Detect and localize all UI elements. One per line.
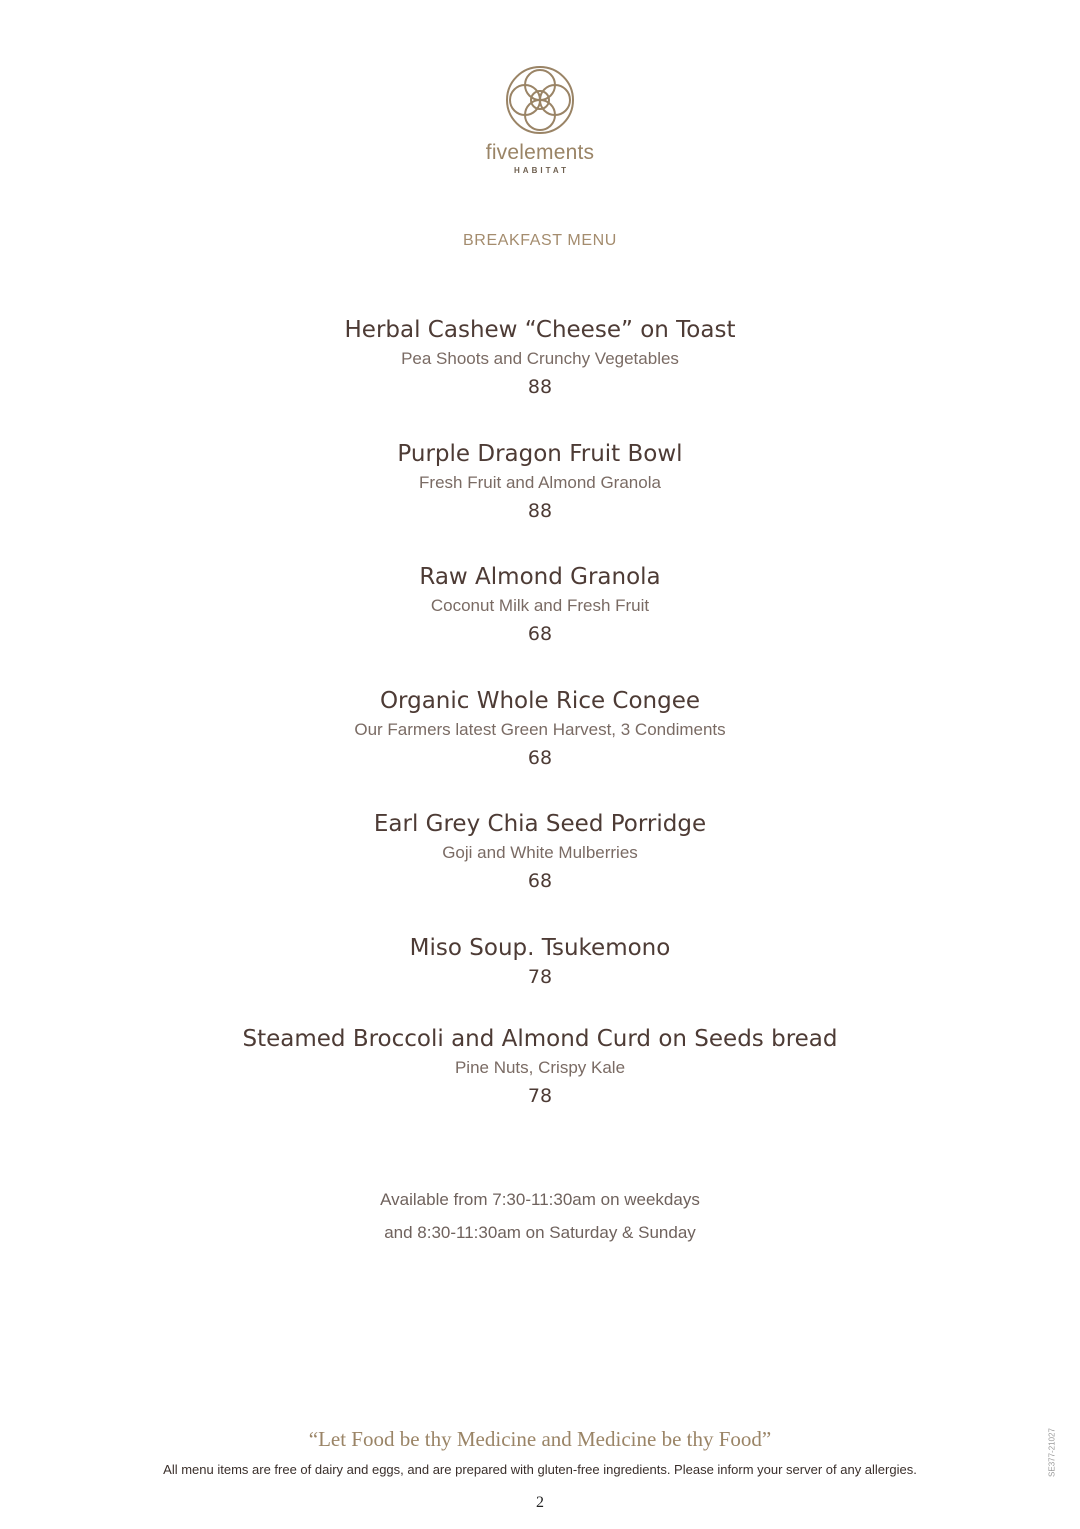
item-description: Goji and White Mulberries xyxy=(442,843,638,862)
document-code: SE377-21027 xyxy=(1047,1428,1057,1477)
availability-weekends: and 8:30-11:30am on Saturday & Sunday xyxy=(384,1223,696,1242)
item-name: Organic Whole Rice Congee xyxy=(379,688,701,714)
item-price: 78 xyxy=(527,1085,553,1107)
item-price: 78 xyxy=(527,966,553,988)
brand-name: fivelements xyxy=(485,141,595,164)
flower-of-life-icon xyxy=(504,64,576,136)
item-price: 68 xyxy=(527,623,553,645)
item-name: Raw Almond Granola xyxy=(419,564,661,590)
item-description: Coconut Milk and Fresh Fruit xyxy=(430,596,650,615)
item-name: Earl Grey Chia Seed Porridge xyxy=(373,811,707,837)
availability-weekdays: Available from 7:30-11:30am on weekdays xyxy=(380,1190,700,1209)
item-price: 88 xyxy=(527,376,553,398)
item-price: 68 xyxy=(527,870,553,892)
item-description: Our Farmers latest Green Harvest, 3 Condiments xyxy=(354,720,726,739)
menu-item xyxy=(0,315,1080,401)
menu-item xyxy=(0,439,1080,525)
menu-item xyxy=(0,686,1080,772)
brand-subtitle: HABITAT xyxy=(514,166,569,175)
item-name: Purple Dragon Fruit Bowl xyxy=(397,441,683,467)
item-name: Herbal Cashew “Cheese” on Toast xyxy=(344,317,736,343)
menu-item xyxy=(0,809,1080,895)
item-price: 68 xyxy=(527,747,553,769)
brand-logo xyxy=(0,64,1080,176)
menu-title: BREAKFAST MENU xyxy=(463,232,617,249)
item-description: Pea Shoots and Crunchy Vegetables xyxy=(401,349,679,368)
item-name: Steamed Broccoli and Almond Curd on Seeds bread xyxy=(242,1026,838,1052)
menu-item xyxy=(0,562,1080,648)
availability-note xyxy=(0,1183,1080,1249)
menu-item xyxy=(0,1024,1080,1110)
footer-quote: “Let Food be thy Medicine and Medicine be thy Food” xyxy=(308,1427,772,1451)
allergy-disclaimer: All menu items are free of dairy and eggs, and are prepared with gluten-free ingredients. Please inform your server of any allergies. xyxy=(163,1462,917,1477)
item-price: 88 xyxy=(527,500,553,522)
menu-item xyxy=(0,933,1080,991)
item-description: Pine Nuts, Crispy Kale xyxy=(454,1058,626,1077)
item-description: Fresh Fruit and Almond Granola xyxy=(419,473,661,492)
page-number: 2 xyxy=(536,1494,544,1511)
item-name: Miso Soup. Tsukemono xyxy=(409,935,671,961)
